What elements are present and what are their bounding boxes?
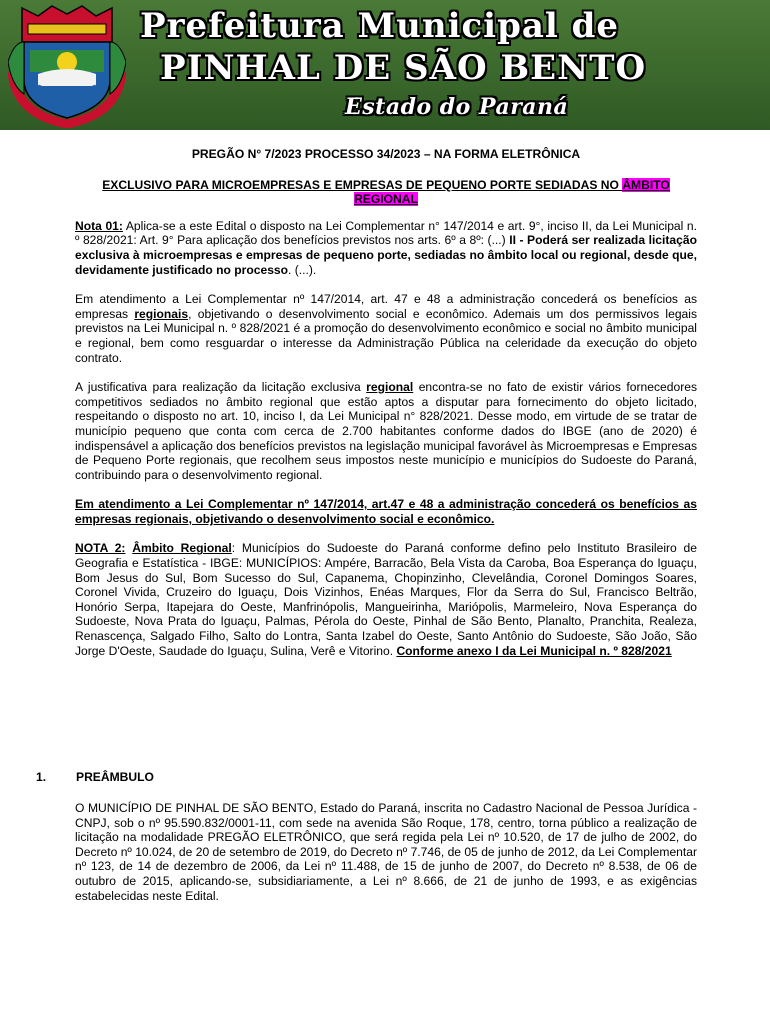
nota-2-paragraph xyxy=(75,541,697,658)
preambulo-paragraph: O MUNICÍPIO DE PINHAL DE SÃO BENTO, Estado do Paraná, inscrita no Cadastro Nacional de Pessoa Jurídica - CNPJ, sob o nº 95.590.832/0001-11, com sede na avenida São Roque, 178, centro, torna público a realização de licitação na modalidade PREGÃO ELETRÔNICO, que será regida pela Lei nº 10.520, de 17 de julho de 2002, do Decreto nº 10.024, de 20 de setembro de 2019, do Decreto nº 7.746, de 05 de junho de 2012, da Lei Complementar nº 123, de 14 de dezembro de 2006, da Lei nº 11.488, de 15 de junho de 2007, do Decreto nº 8.538, de 06 de outubro de 2015, aplicando-se, subsidiariamente, a Lei nº 8.666, de 21 de junho de 1993, e as exigências estabelecidas neste Edital. xyxy=(75,801,698,903)
banner-title-line1: Prefeitura Municipal de xyxy=(140,6,620,46)
p2-text-a: Em atendimento a Lei Complementar nº 147/2014, art. 47 e 48 a administração concederá os benefícios as empresas xyxy=(75,292,697,321)
nota-01-end: . (...). xyxy=(288,262,317,277)
exclusive-notice-text: EXCLUSIVO PARA MICROEMPRESAS E EMPRESAS DE PEQUENO PORTE SEDIADAS NO xyxy=(102,177,623,192)
p3-text-c: encontra-se no fato de existir vários fornecedores competitivos sediados no âmbito regional que estão aptos a disputar para fornecimento do objeto licitado, respeitando o disposto no art. 10, inciso I, da Lei Municipal n° 828/2021. Desse modo, em virtude de se tratar de município pequeno que conta com cerca de 2.700 habitantes conforme dados do IBGE (ano de 2020) é indispensável a aplicação dos benefícios previstos na legislação municipal favorável às Microempresas e Empresas de Pequeno Porte regionais, que recolhem seus impostos neste município e municípios do Sudoeste do Paraná, contribuindo para o desenvolvimento regional. xyxy=(75,380,697,482)
section-title: PREÂMBULO xyxy=(76,770,154,784)
paragraph-lei-complementar xyxy=(75,292,697,365)
p2-text-c: , objetivando o desenvolvimento social e econômico. Ademais um dos permissivos legais previstos na Lei Municipal n. º 828/2021 é a promoção do desenvolvimento econômico e social no âmbito municipal e regional, bem como resguardar o interesse da Administração Pública na celeridade da execução do objeto contrato. xyxy=(75,306,697,365)
nota-01-text: Aplica-se a este Edital o disposto na Lei Complementar n° 147/2014 e art. 9°, inciso II, da Lei Municipal n. º 828/2021: Art. 9° Para aplicação dos benefícios previstos nos arts. 6º a 8º: (...) xyxy=(75,218,697,248)
exclusive-notice xyxy=(75,178,697,207)
nota-2-annex: Conforme anexo I da Lei Municipal n. º 828/2021 xyxy=(396,643,672,658)
section-number: 1. xyxy=(36,770,47,784)
nota-01-label: Nota 01: xyxy=(75,218,123,233)
nota-2-label: NOTA 2: xyxy=(75,541,126,556)
highlighted-scope: ÂMBITO REGIONAL xyxy=(354,177,670,207)
nota-2-text: : Municípios do Sudoeste do Paraná conforme defino pelo Instituto Brasileiro de Geografia e Estatística - IBGE: MUNICÍPIOS: Ampére, Barracão, Bela Vista da Caroba, Boa Esperança do Iguaçu, Bom Jesus do Sul, Bom Sucesso do Sul, Capanema, Chopinzinho, Clevelândia, Coronel Domingos Soares, Coronel Vivida, Cruzeiro do Iguaçu, Dois Vizinhos, Enéas Marques, Flor da Serra do Sul, Francisco Beltrão, Honório Serpa, Itapejara do Oeste, Manfrinópolis, Mangueirinha, Mariópolis, Marmeleiro, Nova Esperança do Sudoeste, Nova Prata do Iguaçu, Palmas, Pérola do Oeste, Pinhal de São Bento, Planalto, Pranchita, Realeza, Renascença, Salgado Filho, Salto do Lontra, Santa Izabel do Oeste, Santo Antônio do Sudoeste, São João, São Jorge D'Oeste, Saudade do Iguaçu, Sulina, Verê e Vitorino. xyxy=(75,541,697,658)
paragraph-justificativa xyxy=(75,380,697,482)
section-heading xyxy=(36,770,154,784)
nota-01-bold: II - Poderá ser realizada licitação exclusiva à microempresas e empresas de pequeno porte, sediadas no âmbito local ou regional, desde que, devidamente justificado no processo xyxy=(75,233,697,277)
paragraph-emphasis: Em atendimento a Lei Complementar nº 147/2014, art.47 e 48 a administração concederá os benefícios as empresas regionais, objetivando o desenvolvimento social e econômico. xyxy=(75,497,697,526)
p3-regional: regional xyxy=(366,380,414,395)
p3-text-a: A justificativa para realização da licitação exclusiva xyxy=(75,380,367,395)
banner-title-line2: PINHAL DE SÃO BENTO xyxy=(160,48,647,88)
nota-2-scope: Âmbito Regional xyxy=(132,541,232,556)
p2-regionais: regionais xyxy=(134,306,189,321)
document-heading: PREGÃO N° 7/2023 PROCESSO 34/2023 – NA FORMA ELETRÔNICA xyxy=(191,147,581,161)
preambulo-text-block xyxy=(75,801,697,903)
banner-subtitle: Estado do Paraná xyxy=(345,94,569,120)
document-body xyxy=(75,147,697,658)
header-banner xyxy=(0,0,770,130)
nota-01-paragraph xyxy=(75,219,697,277)
municipal-crest-icon xyxy=(8,2,126,128)
